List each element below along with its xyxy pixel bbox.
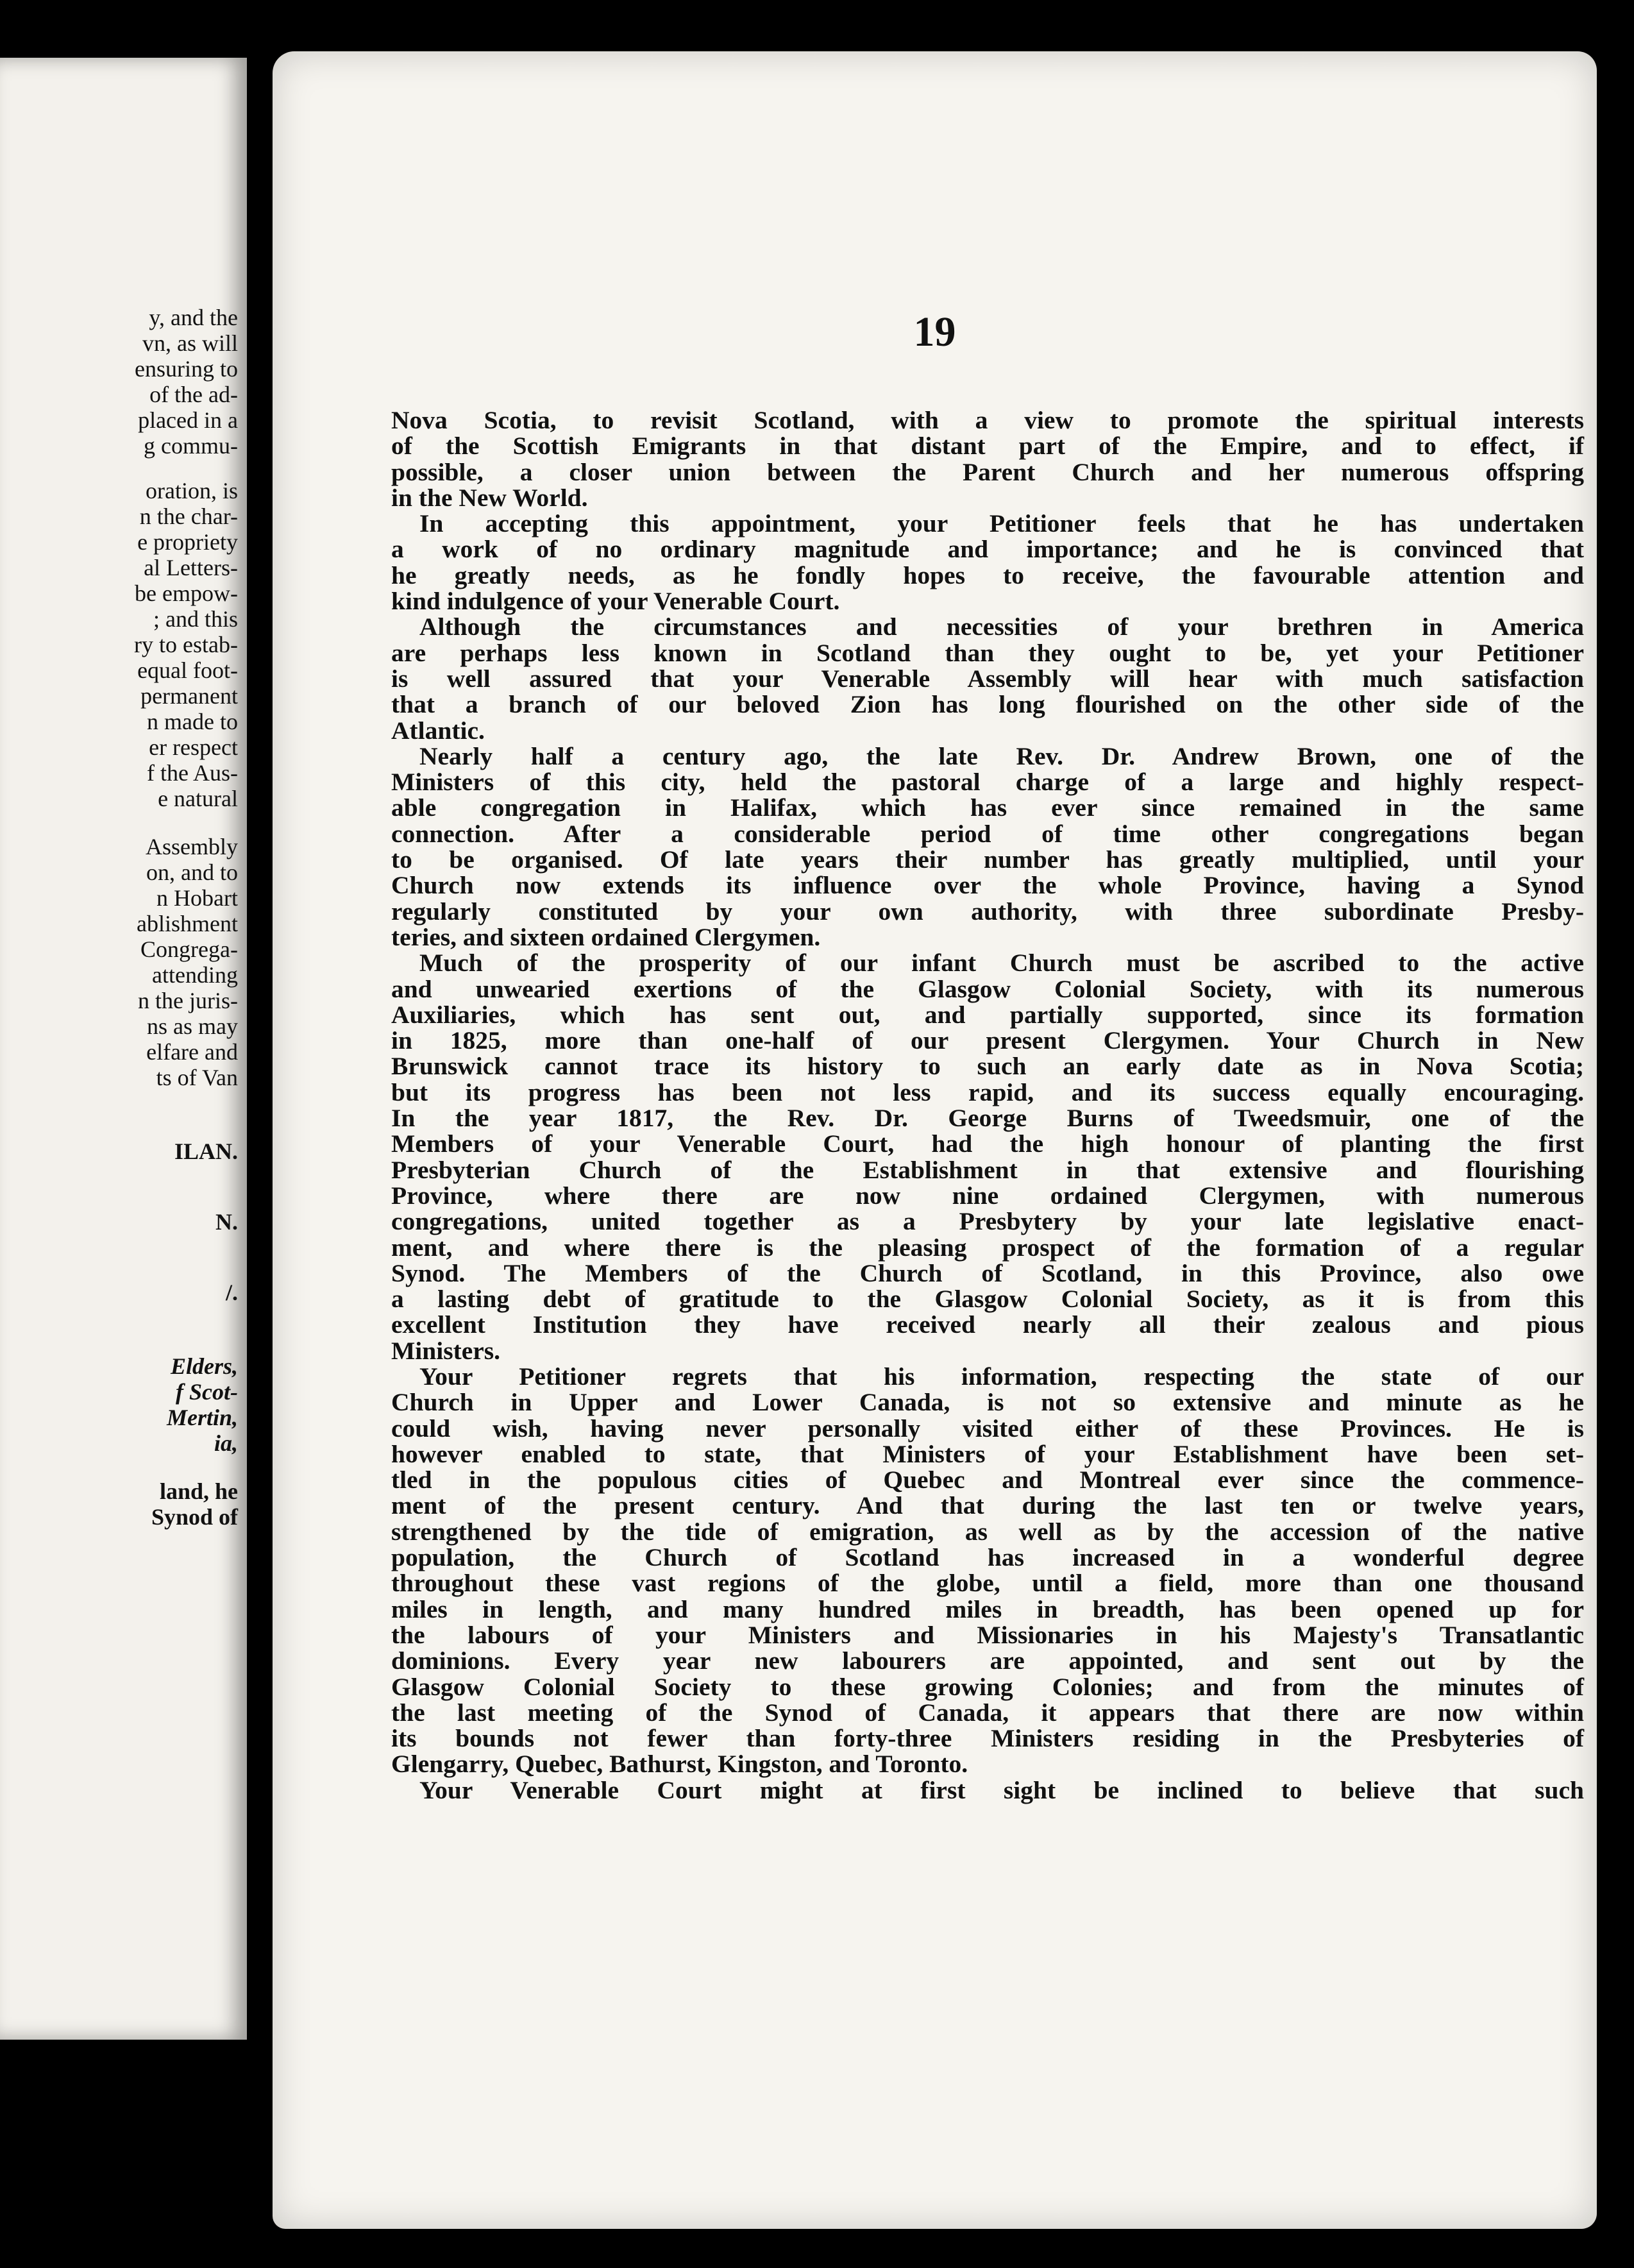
left-page-line: n Hobart — [156, 885, 238, 911]
left-page-line: e propriety — [137, 529, 238, 555]
text-line: Nearly half a century ago, the late Rev. Dr. Andrew Brown, one of the — [419, 741, 1584, 770]
text-line: connection. After a considerable period of time other congregations began — [391, 819, 1584, 848]
text-line: the labours of your Ministers and Missionaries in his Majesty's Transatlantic — [391, 1620, 1584, 1649]
left-page-line: Congrega- — [140, 936, 238, 962]
text-line: strengthened by the tide of emigration, as well as by the accession of the native — [391, 1517, 1584, 1546]
book-gutter — [247, 0, 273, 2268]
text-line: Glasgow Colonial Society to these growing Colonies; and from the minutes of — [391, 1672, 1584, 1701]
left-page-line: oration, is — [146, 478, 238, 504]
left-page-line: f Scot- — [176, 1379, 238, 1405]
left-page-line: al Letters- — [144, 555, 238, 580]
text-line: a lasting debt of gratitude to the Glasgow Colonial Society, as it is from this — [391, 1285, 1584, 1314]
left-page-line: Assembly — [146, 834, 238, 859]
text-line: throughout these vast regions of the globe, until a field, more than one thousand — [391, 1569, 1584, 1598]
left-page-line: permanent — [140, 683, 238, 709]
left-page-line: e natural — [158, 786, 238, 811]
text-line: the last meeting of the Synod of Canada, it appears that there are now within — [391, 1698, 1584, 1727]
text-line: ment, and where there is the pleasing prospect of the formation of a regular — [391, 1233, 1584, 1262]
text-line: Ministers. — [391, 1336, 501, 1365]
text-line: its bounds not fewer than forty-three Ministers residing in the Presbyteries of — [391, 1724, 1584, 1753]
left-page-line: attending — [152, 962, 238, 988]
text-line: population, the Church of Scotland has increased in a wonderful degree — [391, 1543, 1584, 1572]
text-line: Glengarry, Quebec, Bathurst, Kingston, and Toronto. — [391, 1750, 968, 1779]
left-page-line: be empow- — [135, 580, 238, 606]
text-line: dominions. Every year new labourers are appointed, and sent out by the — [391, 1646, 1584, 1675]
body-text — [391, 407, 1584, 1803]
left-page-line: Synod of — [151, 1504, 238, 1530]
text-line: are perhaps less known in Scotland than they ought to be, yet your Petitioner — [391, 638, 1584, 667]
text-line: In the year 1817, the Rev. Dr. George Burns of Tweedsmuir, one of the — [391, 1104, 1584, 1133]
text-line: Synod. The Members of the Church of Scotland, in this Province, also owe — [391, 1258, 1584, 1287]
text-line: and unwearied exertions of the Glasgow Colonial Society, with its numerous — [391, 974, 1584, 1003]
left-page-line: equal foot- — [137, 657, 238, 683]
left-page-line: /. — [225, 1280, 238, 1305]
text-line: Ministers of this city, held the pastoral charge of a large and highly respect- — [391, 768, 1584, 797]
text-line: congregations, united together as a Presbytery by your late legislative enact- — [391, 1207, 1584, 1236]
left-page-line: ry to estab- — [134, 632, 238, 657]
left-page-line: Mertin, — [166, 1405, 238, 1430]
text-line: but its progress has been not less rapid, and its success equally encouraging. — [391, 1078, 1584, 1106]
left-page-line: ILAN. — [174, 1138, 238, 1164]
left-page-line: g commu- — [144, 433, 238, 459]
text-line: in the New World. — [391, 483, 588, 512]
left-page-line: elfare and — [146, 1039, 238, 1065]
text-line: Brunswick cannot trace its history to such an early date as in Nova Scotia; — [391, 1052, 1584, 1081]
left-page-line: ablishment — [137, 911, 238, 936]
left-page-line: of the ad- — [149, 382, 238, 407]
text-line: to be organised. Of late years their number has greatly multiplied, until your — [391, 845, 1584, 874]
text-line: Your Venerable Court might at first sight be inclined to believe that such — [419, 1775, 1584, 1804]
text-line: In accepting this appointment, your Petitioner feels that he has undertaken — [419, 509, 1584, 538]
text-line: Atlantic. — [391, 716, 485, 745]
text-line: however enabled to state, that Ministers of your Establishment have been set- — [391, 1439, 1584, 1468]
page-number: 19 — [913, 309, 956, 355]
left-page-line: ns as may — [147, 1013, 238, 1039]
text-line: Although the circumstances and necessities of your brethren in America — [419, 613, 1584, 641]
left-page-line: n the char- — [139, 504, 238, 529]
left-page-line: y, and the — [149, 305, 238, 330]
text-line: Presbyterian Church of the Establishment in that extensive and flourishing — [391, 1155, 1584, 1184]
left-page-line: N. — [215, 1209, 238, 1235]
left-page-line: n made to — [147, 709, 238, 734]
text-line: that a branch of our beloved Zion has long flourished on the other side of the — [391, 690, 1584, 719]
text-line: regularly constituted by your own authority, with three subordinate Presby- — [391, 897, 1584, 926]
text-line: Auxiliaries, which has sent out, and partially supported, since its formation — [391, 1000, 1584, 1029]
text-line: teries, and sixteen ordained Clergymen. — [391, 922, 821, 951]
text-line: could wish, having never personally visited either of these Provinces. He is — [391, 1414, 1584, 1443]
left-page-line: ensuring to — [135, 356, 238, 382]
left-page-line: n the juris- — [138, 988, 238, 1013]
text-line: miles in length, and many hundred miles in breadth, has been opened up for — [391, 1595, 1584, 1623]
text-line: he greatly needs, as he fondly hopes to receive, the favourable attention and — [391, 561, 1584, 589]
text-line: Members of your Venerable Court, had the high honour of planting the first — [391, 1130, 1584, 1158]
main-page — [273, 51, 1597, 2229]
text-line: possible, a closer union between the Parent Church and her numerous offspring — [391, 457, 1584, 486]
text-line: excellent Institution they have received nearly all their zealous and pious — [391, 1310, 1584, 1339]
left-page-fragment — [0, 58, 247, 2040]
left-page-line: Elders, — [170, 1353, 238, 1379]
text-line: is well assured that your Venerable Assembly will hear with much satisfaction — [391, 664, 1584, 693]
text-line: kind indulgence of your Venerable Court. — [391, 587, 840, 616]
text-line: ment of the present century. And that during the last ten or twelve years, — [391, 1491, 1584, 1520]
text-line: Much of the prosperity of our infant Church must be ascribed to the active — [419, 949, 1584, 977]
left-page-line: ; and this — [153, 606, 238, 632]
text-line: able congregation in Halifax, which has ever since remained in the same — [391, 793, 1584, 822]
text-line: Church in Upper and Lower Canada, is not so extensive and minute as he — [391, 1388, 1584, 1417]
left-page-line: ts of Van — [156, 1065, 238, 1090]
left-page-line: on, and to — [146, 859, 238, 885]
text-line: in 1825, more than one-half of our present Clergymen. Your Church in New — [391, 1026, 1584, 1055]
text-line: Nova Scotia, to revisit Scotland, with a view to promote the spiritual interests — [391, 406, 1584, 434]
left-page-line: f the Aus- — [147, 760, 238, 786]
text-line: Your Petitioner regrets that his information, respecting the state of our — [419, 1362, 1584, 1391]
left-page-line: er respect — [149, 734, 238, 760]
text-line: a work of no ordinary magnitude and importance; and he is convinced that — [391, 535, 1584, 564]
left-page-line: placed in a — [138, 407, 238, 433]
left-page-line: vn, as will — [142, 330, 238, 356]
text-line: Church now extends its influence over the whole Province, having a Synod — [391, 871, 1584, 900]
text-line: of the Scottish Emigrants in that distant part of the Empire, and to effect, if — [391, 432, 1584, 461]
left-page-line: land, he — [159, 1478, 238, 1504]
text-line: Province, where there are now nine ordained Clergymen, with numerous — [391, 1181, 1584, 1210]
left-page-line: ia, — [214, 1430, 238, 1456]
text-line: tled in the populous cities of Quebec and Montreal ever since the commence- — [391, 1466, 1584, 1494]
